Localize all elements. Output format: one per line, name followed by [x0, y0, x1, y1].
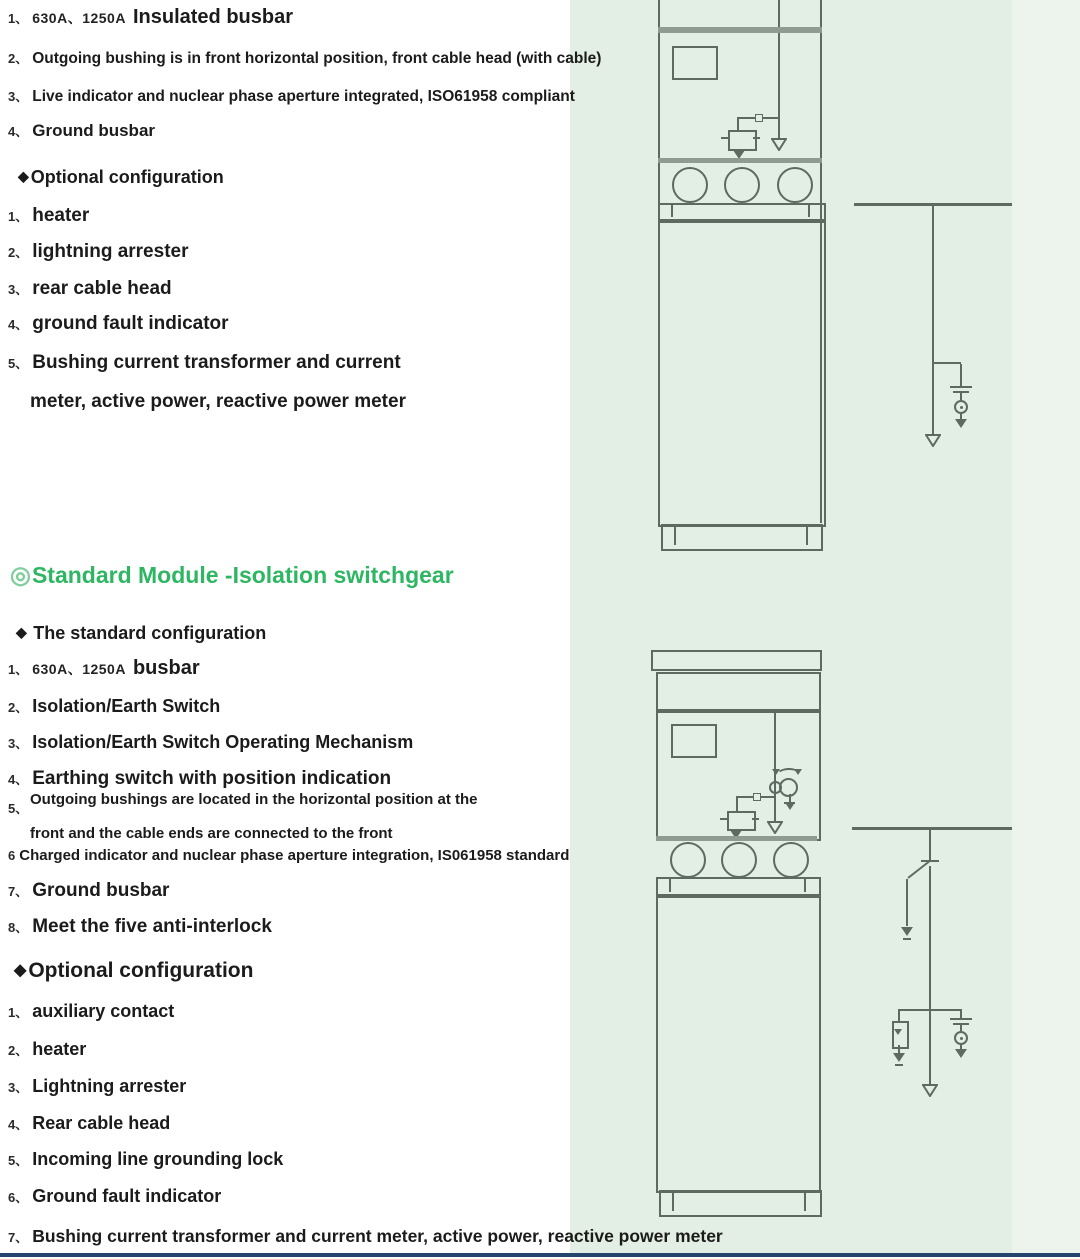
- feeder-drop-line: [929, 866, 931, 1086]
- item-number: 4、: [8, 772, 29, 787]
- capacitor-plate-top: [950, 386, 972, 388]
- item-number: 5、: [8, 356, 29, 371]
- item-label: Isolation/Earth Switch Operating Mechanism: [32, 732, 414, 752]
- list-item: [8, 1001, 174, 1022]
- list-item: [8, 50, 601, 68]
- item-number: 4、: [8, 1117, 29, 1132]
- cable-end-arrow-icon: [922, 1084, 938, 1097]
- voltage-transformer-symbol: [728, 130, 757, 151]
- item-label: Bushing current transformer and current: [32, 352, 401, 373]
- list-item: [8, 916, 272, 938]
- transformer-flange-right: [752, 818, 759, 820]
- item-label: rear cable head: [32, 278, 172, 299]
- list-item: [8, 880, 169, 902]
- list-item: [8, 121, 155, 141]
- cabinet-lower-body: [658, 219, 826, 527]
- item-label: Outgoing bushing is in front horizontal position, front cable head (with cable): [32, 50, 602, 67]
- item-label: Charged indicator and nuclear phase aperture integration, IS061958 standard: [19, 847, 570, 864]
- bushing-circle-3: [773, 842, 809, 878]
- item-label: Ground fault indicator: [32, 1186, 222, 1206]
- list-item: [8, 1113, 170, 1134]
- heading-label: Optional configuration: [28, 959, 254, 982]
- item-label: meter, active power, reactive power meter: [30, 391, 406, 412]
- item-number: 3、: [8, 282, 29, 297]
- cabinet-base: [661, 524, 823, 551]
- cabinet-lower-body: [656, 894, 821, 1193]
- item-number: 5、: [8, 801, 29, 816]
- list-item: [8, 1226, 723, 1247]
- indicator-arrow-icon: [955, 1049, 967, 1058]
- item-label: Ground busbar: [32, 121, 156, 140]
- indicator-link-line: [960, 393, 962, 400]
- feeder-line: [778, 33, 780, 138]
- item-number: 7、: [8, 1230, 29, 1245]
- upper-compartment: [656, 672, 821, 713]
- optional-configuration-heading: [14, 959, 253, 983]
- item-label: Bushing current transformer and current meter, active power, reactive power meter: [32, 1226, 723, 1246]
- band-tick-left: [669, 879, 671, 892]
- list-item: [8, 732, 413, 753]
- capacitor-plate-top: [950, 1018, 972, 1020]
- indicator-branch-line: [933, 362, 961, 364]
- earth-branch-line: [906, 879, 908, 926]
- list-item: [8, 657, 200, 680]
- switch-top-line: [929, 830, 931, 861]
- band-tick-left: [671, 205, 673, 217]
- indicator-drop-line: [960, 364, 962, 386]
- item-number: 6: [8, 848, 16, 863]
- item-label: Lightning arrester: [32, 1076, 187, 1096]
- rotation-arrow-right-icon: [794, 769, 802, 775]
- heading-label: Optional configuration: [30, 167, 224, 187]
- transformer-drop-wire: [736, 796, 738, 811]
- transformer-flange-left: [721, 137, 728, 139]
- cabinet-base: [659, 1190, 822, 1217]
- list-item: [8, 278, 172, 300]
- bushing-circle-3: [777, 167, 813, 203]
- base-tick-left: [674, 526, 676, 545]
- item-number: 2、: [8, 1043, 29, 1058]
- list-item: [8, 1039, 86, 1060]
- item-number: 1、: [8, 11, 29, 26]
- section-title-label: Standard Module -Isolation switchgear: [31, 562, 454, 588]
- item-number: 3、: [8, 736, 29, 751]
- item-label: auxiliary contact: [32, 1001, 175, 1021]
- item-number: 5、: [8, 1153, 29, 1168]
- cable-end-arrow-icon: [925, 434, 941, 447]
- cable-arrow-icon: [767, 821, 783, 834]
- item-number: 1、: [8, 209, 29, 224]
- item-number: 3、: [8, 1080, 29, 1095]
- wire-node: [755, 114, 763, 122]
- nameplate-rectangle: [671, 724, 717, 758]
- nameplate-rectangle: [672, 46, 718, 80]
- arrester-drop-line: [898, 1011, 900, 1021]
- cabinet-top-cap: [651, 650, 822, 671]
- mechanism-stub-arrow: [786, 804, 794, 810]
- list-item: [8, 205, 89, 227]
- cabinet-top-bar: [658, 27, 822, 33]
- item-label: heater: [32, 205, 90, 226]
- item-label: lightning arrester: [32, 241, 189, 262]
- item-number: 4、: [8, 124, 29, 139]
- branch-bar-line: [898, 1009, 962, 1011]
- list-item: [8, 352, 401, 374]
- diamond-bullet-icon: ◆: [16, 624, 27, 640]
- compartment-bottom-bar: [656, 836, 817, 841]
- page-bottom-rule: [0, 1253, 1080, 1257]
- bushing-circle-2: [724, 167, 760, 203]
- earth-arrow-icon: [901, 927, 913, 936]
- item-number: 2、: [8, 51, 29, 66]
- green-background-panel-light: [1012, 0, 1080, 1253]
- item-label: Incoming line grounding lock: [32, 1149, 284, 1169]
- optional-configuration-heading: [18, 167, 224, 188]
- list-item: [8, 847, 569, 865]
- item-label: Isolation/Earth Switch: [32, 696, 221, 716]
- item-label: Live indicator and nuclear phase aperture integrated, ISO61958 compliant: [32, 88, 575, 105]
- list-item: [8, 1186, 221, 1207]
- cabinet-top-divider: [778, 0, 780, 28]
- transformer-drop-wire: [737, 117, 739, 131]
- arrester-ground-arrow-icon: [893, 1053, 905, 1062]
- section-title: [10, 562, 454, 590]
- voltage-transformer-symbol: [727, 811, 756, 831]
- arrester-arrow-icon: [894, 1029, 902, 1035]
- band-tick-right: [808, 205, 810, 217]
- mechanism-stub-line: [789, 794, 791, 802]
- item-number: 4、: [8, 317, 29, 332]
- item-number: 1、: [8, 1005, 29, 1020]
- bushing-circle-1: [670, 842, 706, 878]
- cable-arrow-icon: [771, 138, 787, 151]
- rotation-arrow-left-icon: [772, 769, 780, 775]
- diamond-bullet-icon: ◆: [14, 962, 27, 979]
- standard-configuration-heading: [16, 623, 266, 644]
- list-item: [8, 696, 220, 717]
- indicator-tail-line: [960, 412, 962, 419]
- bushing-circle-2: [721, 842, 757, 878]
- item-label: ground fault indicator: [32, 313, 229, 334]
- base-tick-right: [804, 1192, 806, 1211]
- transformer-flange-right: [753, 137, 760, 139]
- earth-bar-icon: [903, 938, 911, 940]
- item-rating: 630A、1250A: [32, 661, 126, 677]
- item-label: Meet the five anti-interlock: [32, 916, 272, 937]
- list-item: [8, 6, 293, 29]
- item-number: 2、: [8, 245, 29, 260]
- item-number: 7、: [8, 884, 29, 899]
- list-item-continuation: [30, 391, 406, 413]
- shaft-ring-icon: [769, 781, 782, 794]
- item-rating: 630A、1250A: [32, 10, 126, 26]
- list-item-line2: front and the cable ends are connected to the front: [30, 825, 393, 842]
- bushing-circle-1: [672, 167, 708, 203]
- compartment-bottom-bar: [658, 158, 822, 163]
- list-item: [8, 313, 229, 335]
- list-item: [8, 241, 188, 263]
- heading-label: The standard configuration: [33, 623, 267, 643]
- list-item: [8, 1149, 283, 1170]
- ring-bullet-icon: ◎: [10, 562, 31, 589]
- feeder-drop-line: [932, 206, 934, 436]
- list-item: [8, 1076, 186, 1097]
- item-number: 6、: [8, 1190, 29, 1205]
- lightning-arrester-symbol: [892, 1021, 909, 1049]
- indicator-arrow-icon: [955, 419, 967, 428]
- feeder-line: [774, 711, 776, 821]
- item-label: Ground busbar: [32, 880, 170, 901]
- item-label: busbar: [132, 657, 200, 679]
- list-item: [8, 768, 391, 790]
- wire-node: [753, 793, 761, 801]
- transformer-flange-left: [720, 818, 727, 820]
- busbar-line: [852, 827, 1012, 830]
- item-label: Insulated busbar: [132, 6, 293, 28]
- item-label: Rear cable head: [32, 1113, 171, 1133]
- item-label: Earthing switch with position indication: [32, 768, 392, 789]
- diamond-bullet-icon: ◆: [18, 168, 29, 184]
- item-number: 8、: [8, 920, 29, 935]
- base-tick-right: [806, 526, 808, 545]
- item-number: 1、: [8, 662, 29, 677]
- list-item-line1: Outgoing bushings are located in the horizontal position at the: [30, 791, 478, 808]
- list-item: [8, 88, 575, 106]
- base-tick-left: [672, 1192, 674, 1211]
- item-label: heater: [32, 1039, 87, 1059]
- item-number: 3、: [8, 89, 29, 104]
- arrester-tail-line: [898, 1045, 900, 1053]
- item-number: 2、: [8, 700, 29, 715]
- band-tick-right: [804, 879, 806, 892]
- arrester-ground-bar: [895, 1064, 903, 1066]
